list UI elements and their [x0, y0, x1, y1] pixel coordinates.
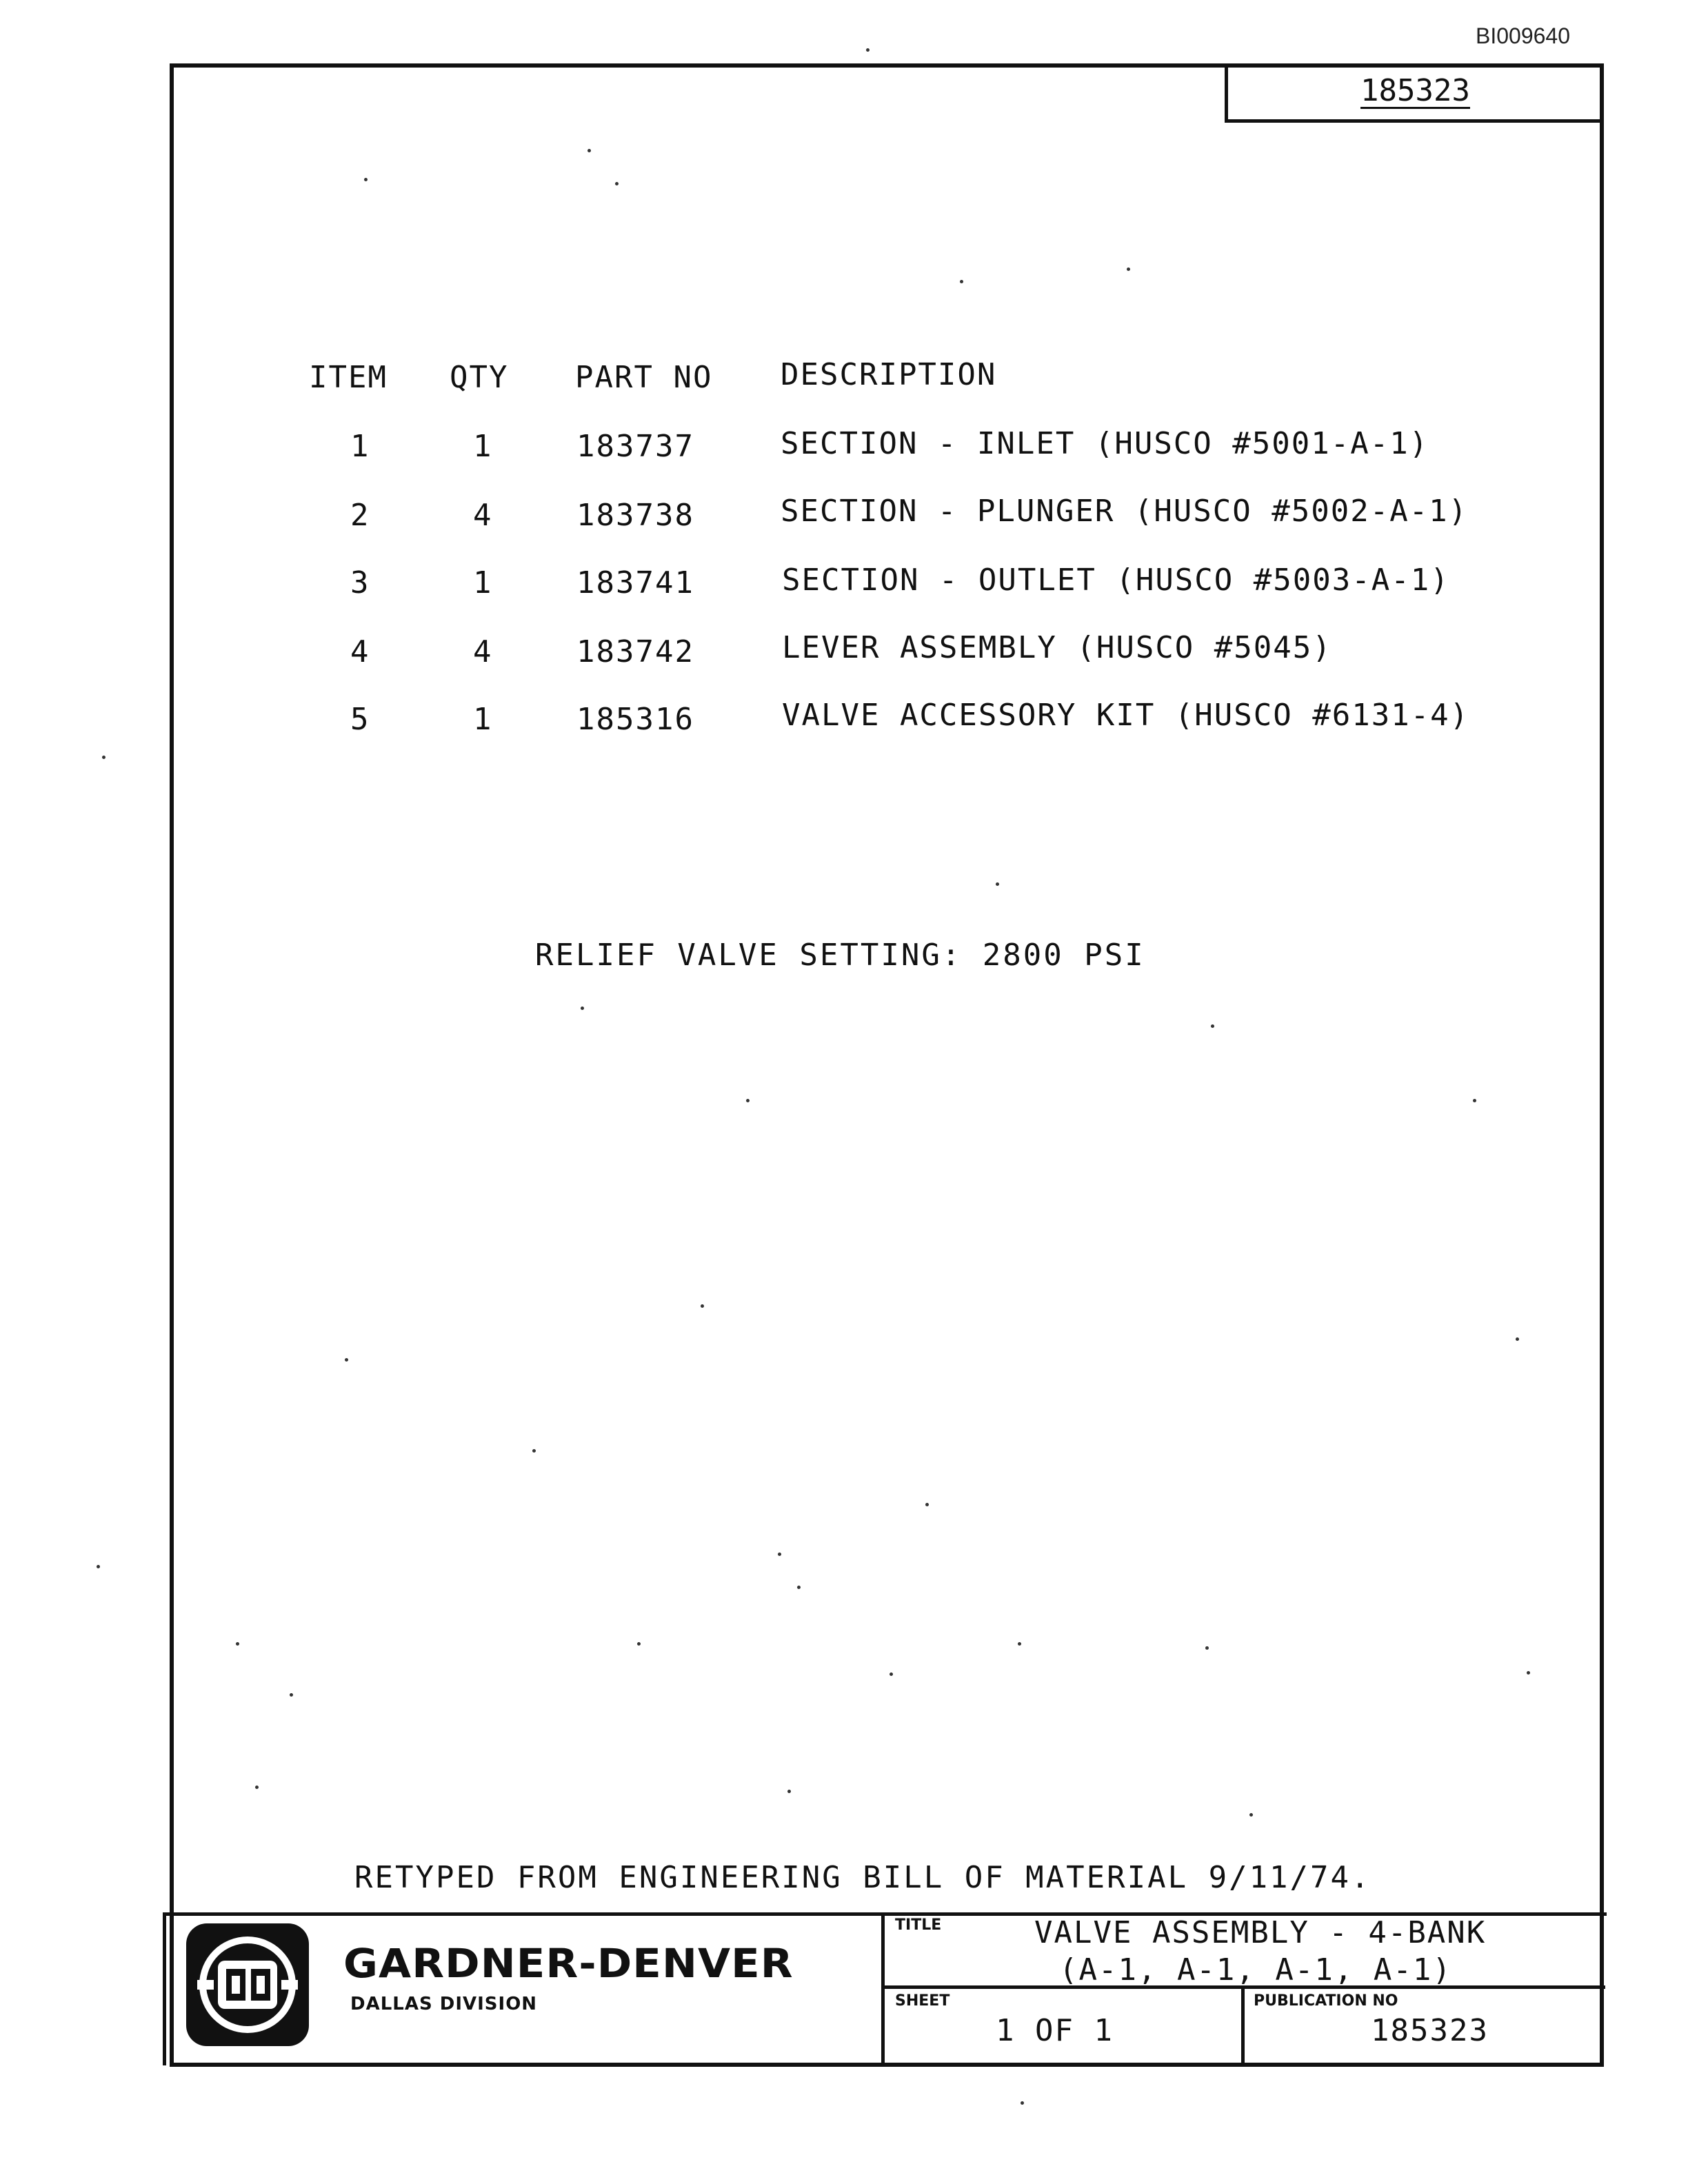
scan-speck: [1018, 1642, 1021, 1646]
title-block-divider: [881, 1912, 885, 2065]
scan-speck: [1473, 1099, 1476, 1102]
scan-speck: [778, 1553, 781, 1556]
row-2-description: SECTION - PLUNGER (HUSCO #5002-A-1): [781, 494, 1469, 529]
scan-speck: [925, 1503, 929, 1506]
drawing-title-line-2: (A-1, A-1, A-1, A-1): [1059, 1952, 1452, 1988]
scan-speck: [581, 1007, 584, 1010]
scan-speck: [1527, 1671, 1530, 1675]
sheet-label: SHEET: [895, 1992, 950, 2010]
row-3-item: 3: [350, 565, 370, 600]
scan-speck: [701, 1304, 704, 1308]
row-5-qty: 1: [473, 702, 493, 737]
header-qty: QTY: [450, 360, 509, 395]
row-5-part-no: 185316: [576, 702, 694, 737]
row-1-description: SECTION - INLET (HUSCO #5001-A-1): [781, 426, 1429, 461]
scan-speck: [1249, 1813, 1253, 1817]
scan-speck: [1205, 1646, 1209, 1650]
scan-speck: [97, 1565, 100, 1568]
row-5-description: VALVE ACCESSORY KIT (HUSCO #6131-4): [782, 698, 1470, 733]
row-4-item: 4: [350, 634, 370, 669]
row-4-part-no: 183742: [576, 634, 694, 669]
division-name: DALLAS DIVISION: [350, 1994, 538, 2014]
publication-number: 185323: [1360, 72, 1470, 108]
header-part-no: PART NO: [575, 360, 713, 395]
scan-speck: [290, 1693, 293, 1697]
scan-speck: [1211, 1024, 1214, 1028]
row-4-qty: 4: [473, 634, 493, 669]
scan-speck: [102, 756, 106, 759]
row-1-qty: 1: [473, 429, 493, 464]
row-3-qty: 1: [473, 565, 493, 600]
scan-speck: [1021, 2101, 1024, 2105]
document-id: BI009640: [1476, 23, 1571, 48]
scan-speck: [255, 1786, 259, 1789]
scan-speck: [364, 178, 368, 181]
company-name: GARDNER-DENVER: [343, 1940, 794, 1987]
row-2-item: 2: [350, 498, 370, 533]
scan-speck: [746, 1099, 750, 1102]
row-1-item: 1: [350, 429, 370, 464]
scan-speck: [587, 149, 591, 152]
publication-label: PUBLICATION NO: [1254, 1992, 1398, 2010]
row-3-description: SECTION - OUTLET (HUSCO #5003-A-1): [782, 563, 1450, 598]
publication-value: 185323: [1371, 2013, 1489, 2048]
scan-speck: [996, 882, 999, 886]
scan-speck: [787, 1790, 791, 1793]
gardner-denver-logo-icon: [183, 1921, 312, 2049]
retyped-note: RETYPED FROM ENGINEERING BILL OF MATERIAL 9/11/74.: [354, 1860, 1372, 1895]
sheet-value: 1 OF 1: [996, 2013, 1114, 2048]
row-1-part-no: 183737: [576, 429, 694, 464]
drawing-title-line-1: VALVE ASSEMBLY - 4-BANK: [1034, 1915, 1487, 1950]
scan-speck: [890, 1672, 893, 1676]
scan-speck: [797, 1586, 801, 1589]
scan-speck: [236, 1642, 239, 1646]
scan-speck: [532, 1449, 536, 1453]
row-5-item: 5: [350, 702, 370, 737]
row-4-description: LEVER ASSEMBLY (HUSCO #5045): [782, 630, 1332, 665]
scan-speck: [345, 1358, 348, 1362]
publication-number-box: [1225, 65, 1602, 123]
scan-speck: [1516, 1337, 1519, 1341]
title-label: TITLE: [895, 1917, 942, 1934]
scan-speck: [1127, 267, 1130, 271]
header-item: ITEM: [309, 360, 388, 395]
scan-speck: [866, 48, 870, 52]
row-2-part-no: 183738: [576, 498, 694, 533]
relief-valve-setting: RELIEF VALVE SETTING: 2800 PSI: [535, 938, 1145, 973]
row-3-part-no: 183741: [576, 565, 694, 600]
header-description: DESCRIPTION: [781, 357, 997, 392]
scan-speck: [615, 182, 619, 185]
row-2-qty: 4: [473, 498, 493, 533]
scan-speck: [637, 1642, 641, 1646]
title-block-divider: [1241, 1985, 1245, 2065]
scan-speck: [960, 280, 963, 283]
